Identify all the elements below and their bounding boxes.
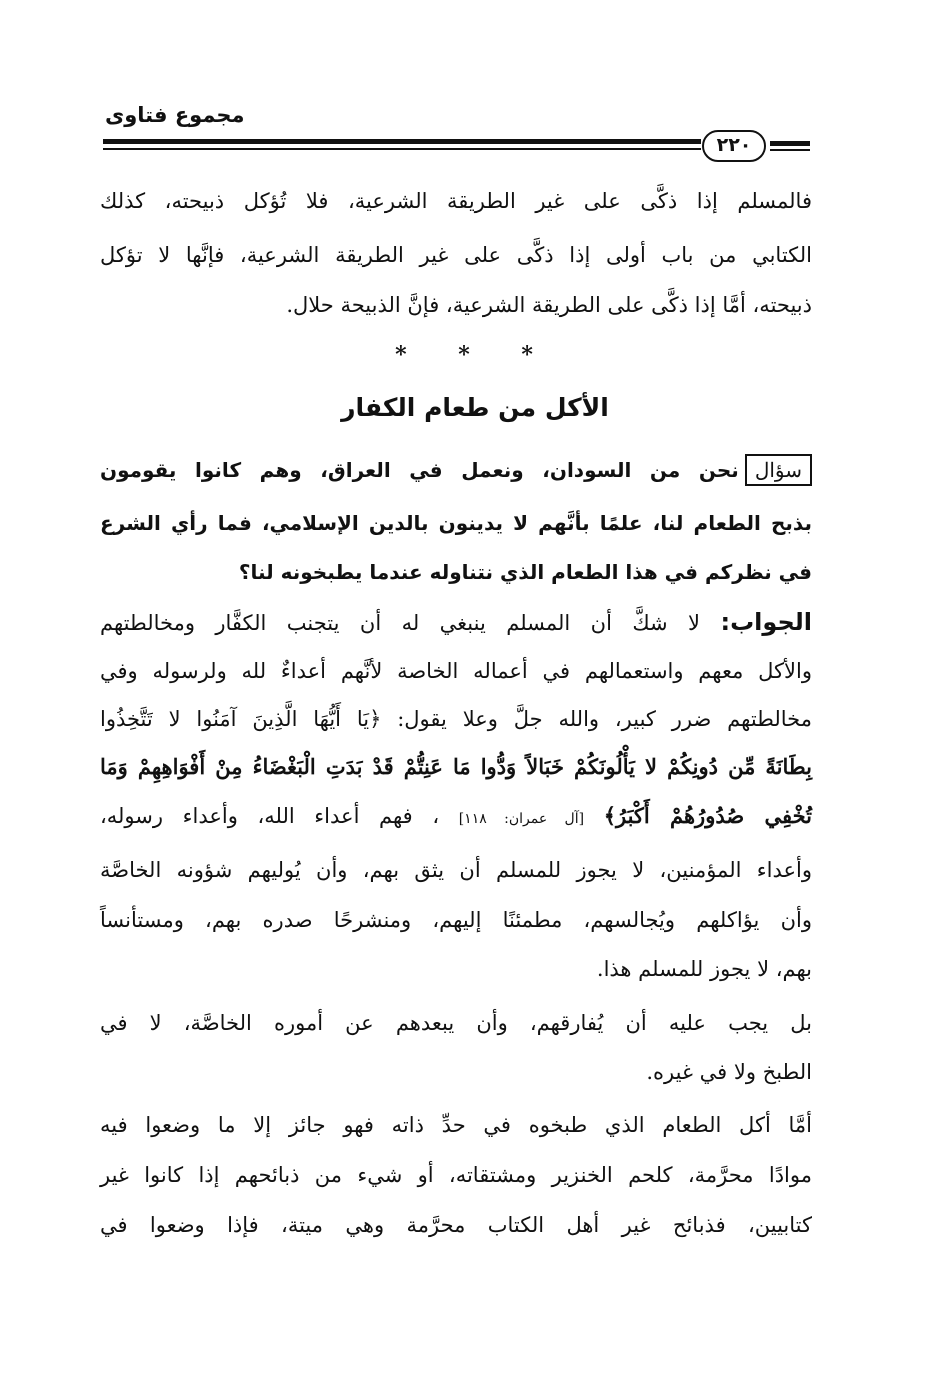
header-rule-right xyxy=(770,141,810,146)
paragraph-line: الكتابي من باب أولى إذا ذكَّى على غير الطريقة الشرعية، فإنَّها لا تؤكل xyxy=(100,243,812,267)
answer-line: والأكل معهم واستعمالهم في أعماله الخاصة لأنَّهم أعداءٌ لله ولرسوله وفي xyxy=(100,659,812,683)
section-separator: * * * xyxy=(395,342,555,368)
paragraph-line: فالمسلم إذا ذكَّى على غير الطريقة الشرعية، فلا تُؤكل ذبيحته، كذلك xyxy=(100,189,812,213)
header-rule-thin xyxy=(103,148,701,150)
paragraph-line: كتابيين، فذبائح غير أهل الكتاب محرَّمة وهي ميتة، فإذا وضعوا في xyxy=(100,1213,812,1237)
question-line: بذبح الطعام لنا، علمًا بأنَّهم لا يدينون بالدين الإسلامي، فما رأي الشرع xyxy=(100,511,812,535)
section-title: الأكل من طعام الكفار xyxy=(341,393,609,422)
header-rule xyxy=(103,139,701,144)
paragraph-line: أمَّا أكل الطعام الذي طبخوه في حدِّ ذاته فهو جائز إلا ما وضعوا فيه xyxy=(100,1113,812,1137)
question-line: في نظركم في هذا الطعام الذي نتناوله عندما يطبخونه لنا؟ xyxy=(238,560,812,584)
answer-line: مخالطتهم ضرر كبير، والله جلَّ وعلا يقول: ﴿يَا أَيُّهَا الَّذِينَ آمَنُوا لا تَتَّخِذُوا xyxy=(100,707,812,731)
running-title: مجموع فتاوى xyxy=(105,103,245,127)
answer-line: وأعداء المؤمنين، لا يجوز للمسلم أن يثق بهم، وأن يُوليهم شؤونه الخاصَّة xyxy=(100,858,812,882)
answer-line xyxy=(100,607,812,638)
answer-text: لا شكَّ أن المسلم ينبغي له أن يتجنب الكفَّار ومخالطتهم xyxy=(100,611,701,635)
question-line xyxy=(100,454,812,486)
answer-line xyxy=(100,801,812,834)
question-text: نحن من السودان، ونعمل في العراق، وهم كانوا يقومون xyxy=(100,458,739,482)
quran-verse-line: بِطَانَةً مِّن دُونِكُمْ لا يَأْلُونَكُمْ خَبَالاً وَدُّوا مَا عَنِتُّمْ قَدْ بَدَتِ الْبَغْضَاءُ مِنْ أَفْوَاهِهِمْ وَمَا xyxy=(100,754,812,779)
question-label: سؤال xyxy=(745,454,812,486)
page-number: ٢٢٠ xyxy=(702,130,766,162)
paragraph-line: موادًا محرَّمة، كلحم الخنزير ومشتقاته، أو شيء من ذبائحهم إذا كانوا غير xyxy=(100,1163,812,1187)
answer-label: الجواب: xyxy=(720,608,812,636)
header-rule-right-thin xyxy=(770,149,810,151)
paragraph-line: الطبخ ولا في غيره. xyxy=(646,1060,812,1084)
quran-verse-end: تُخْفِي صُدُورُهُمْ أَكْبَرُ﴾ xyxy=(603,803,812,828)
verse-reference: [آل عمران: ١١٨] xyxy=(458,811,585,827)
paragraph-line: بل يجب عليه أن يُفارقهم، وأن يبعدهم عن أموره الخاصَّة، لا في xyxy=(100,1011,812,1035)
answer-text: ، فهم أعداء الله، وأعداء رسوله، xyxy=(100,804,440,828)
answer-line: وأن يؤاكلهم ويُجالسهم، مطمئنًا إليهم، ومنشرحًا صدره بهم، ومستأنساً xyxy=(100,908,812,932)
answer-line: بهم، لا يجوز للمسلم هذا. xyxy=(596,957,812,981)
paragraph-line: ذبيحته، أمَّا إذا ذكَّى على الطريقة الشرعية، فإنَّ الذبيحة حلال. xyxy=(286,293,812,317)
